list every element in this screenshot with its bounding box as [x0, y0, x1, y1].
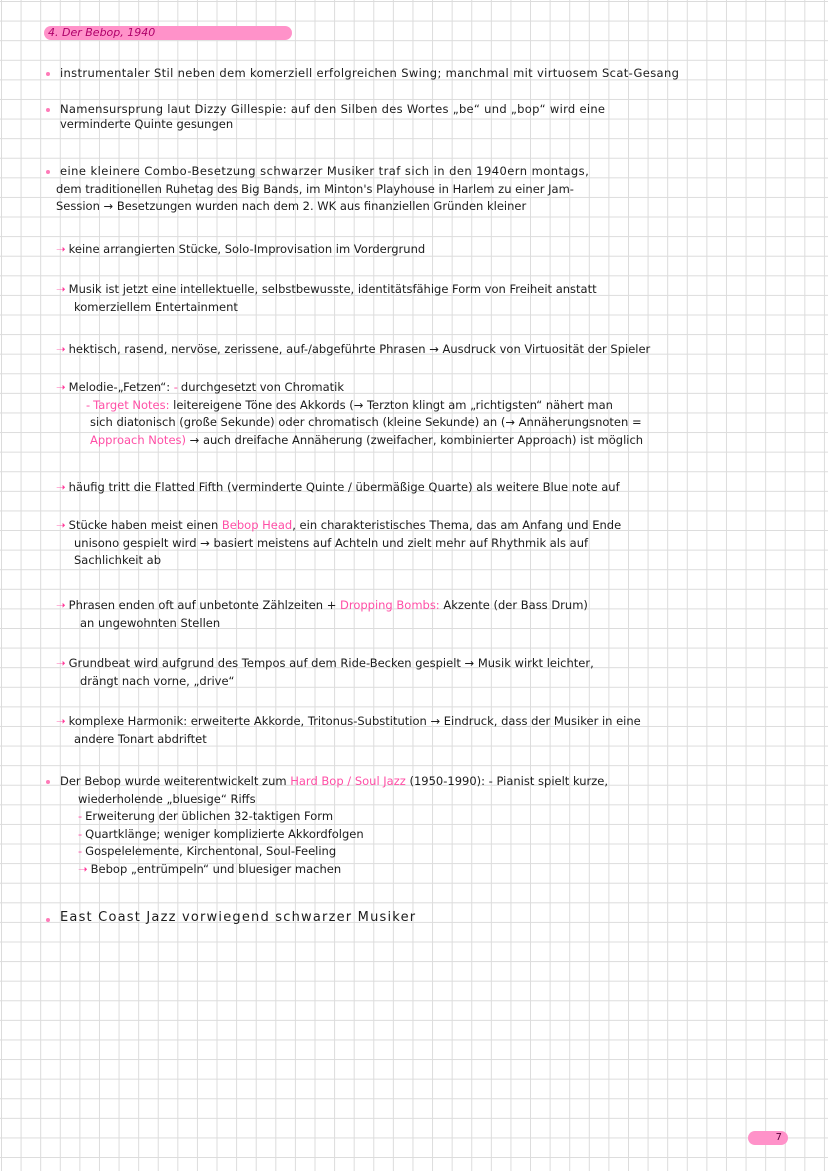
arrow-icon: ➝ [56, 598, 66, 612]
note-hectic-phrases: ➝ hektisch, rasend, nervöse, zerissene, auf-/abgeführte Phrasen → Ausdruck von Virtuosität der Spieler [56, 342, 651, 356]
note-hard-bop: Der Bebop wurde weiterentwickelt zum Hard Bop / Soul Jazz (1950-1990): - Pianist spielt kurze, wiederholende „bluesige“ Riffs - Erweiterung der üblichen 32-taktigen Form - Quartklänge; weniger komplizierte Akkordfolgen - Gospelelemente, Kirchentonal, Soul-Feeling ➝ Bebop „entrümpeln“ und bluesiger machen [60, 774, 609, 876]
arrow-icon: ➝ [56, 380, 66, 394]
term-hard-bop: Hard Bop / Soul Jazz [290, 774, 406, 788]
term-dropping-bombs: Dropping Bombs: [339, 598, 440, 612]
note-dropping-bombs: ➝ Phrasen enden oft auf unbetonte Zählzeiten + Dropping Bombs: Akzente (der Bass Drum) an ungewohnten Stellen [56, 598, 588, 630]
bullet-dot [46, 108, 50, 112]
note-intellectual-music: ➝ Musik ist jetzt eine intellektuelle, selbstbewusste, identitätsfähige Form von Freiheit anstatt komerziellem Entertainment [56, 282, 597, 314]
arrow-icon: ➝ [56, 342, 66, 356]
arrow-icon: ➝ [78, 861, 88, 876]
bullet-dot [46, 72, 50, 76]
note-no-arrangements: ➝ keine arrangierten Stücke, Solo-Improvisation im Vordergrund [56, 242, 426, 256]
bullet-dot [46, 780, 50, 784]
note-ride-cymbal: ➝ Grundbeat wird aufgrund des Tempos auf dem Ride-Becken gespielt → Musik wirkt leichter, drängt nach vorne, „drive“ [56, 656, 594, 688]
term-target-notes: Target Notes: [93, 397, 170, 412]
note-instrumental-style: instrumentaler Stil neben dem komerziell erfolgreichen Swing; manchmal mit virtuosem Scat-Gesang [60, 66, 680, 80]
arrow-icon: ➝ [56, 282, 66, 296]
arrow-icon: ➝ [56, 518, 66, 532]
arrow-icon: ➝ [56, 714, 66, 728]
arrow-icon: ➝ [56, 242, 66, 256]
arrow-icon: ➝ [56, 480, 66, 494]
note-flatted-fifth: ➝ häufig tritt die Flatted Fifth (verminderte Quinte / übermäßige Quarte) als weitere Blue note auf [56, 480, 620, 494]
page-title: 4. Der Bebop, 1940 [44, 26, 292, 40]
note-complex-harmony: ➝ komplexe Harmonik: erweiterte Akkorde, Tritonus-Substitution → Eindruck, dass der Musiker in eine andere Tonart abdriftet [56, 714, 641, 746]
arrow-icon: ➝ [56, 656, 66, 670]
note-bebop-head: ➝ Stücke haben meist einen Bebop Head, ein charakteristisches Thema, das am Anfang und Ende unisono gespielt wird → basiert meistens auf Achteln und zielt mehr auf Rhythmik als auf Sachlichkeit ab [56, 518, 622, 568]
note-east-coast-jazz: East Coast Jazz vorwiegend schwarzer Musiker [60, 910, 417, 925]
bullet-dot [46, 170, 50, 174]
bullet-dot [46, 918, 50, 922]
note-name-origin: Namensursprung laut Dizzy Gillespie: auf den Silben des Wortes „be“ und „bop“ wird eine verminderte Quinte gesungen [60, 102, 606, 131]
page-number: 7 [748, 1131, 788, 1145]
note-melody-fragments: ➝ Melodie-„Fetzen“: - durchgesetzt von Chromatik - Target Notes: leitereigene Töne des Akkords (→ Terzton klingt am „richtigsten“ nähert man sich diatonisch (große Sekunde) oder chromatisch (kleine Sekunde) an (→ Annäherungsnoten = Approach Notes) → auch dreifache Annäherung (zweifacher, kombinierter Approach) ist möglich [56, 380, 644, 447]
term-approach-notes: Approach Notes) [90, 432, 186, 447]
term-bebop-head: Bebop Head [221, 518, 293, 532]
note-minton-combo: eine kleinere Combo-Besetzung schwarzer Musiker traf sich in den 1940ern montags, dem traditionellen Ruhetag des Big Bands, im Minton's Playhouse in Harlem zu einer Jam- Session → Besetzungen wurden nach dem 2. WK aus finanziellen Gründen kleiner [56, 164, 590, 214]
